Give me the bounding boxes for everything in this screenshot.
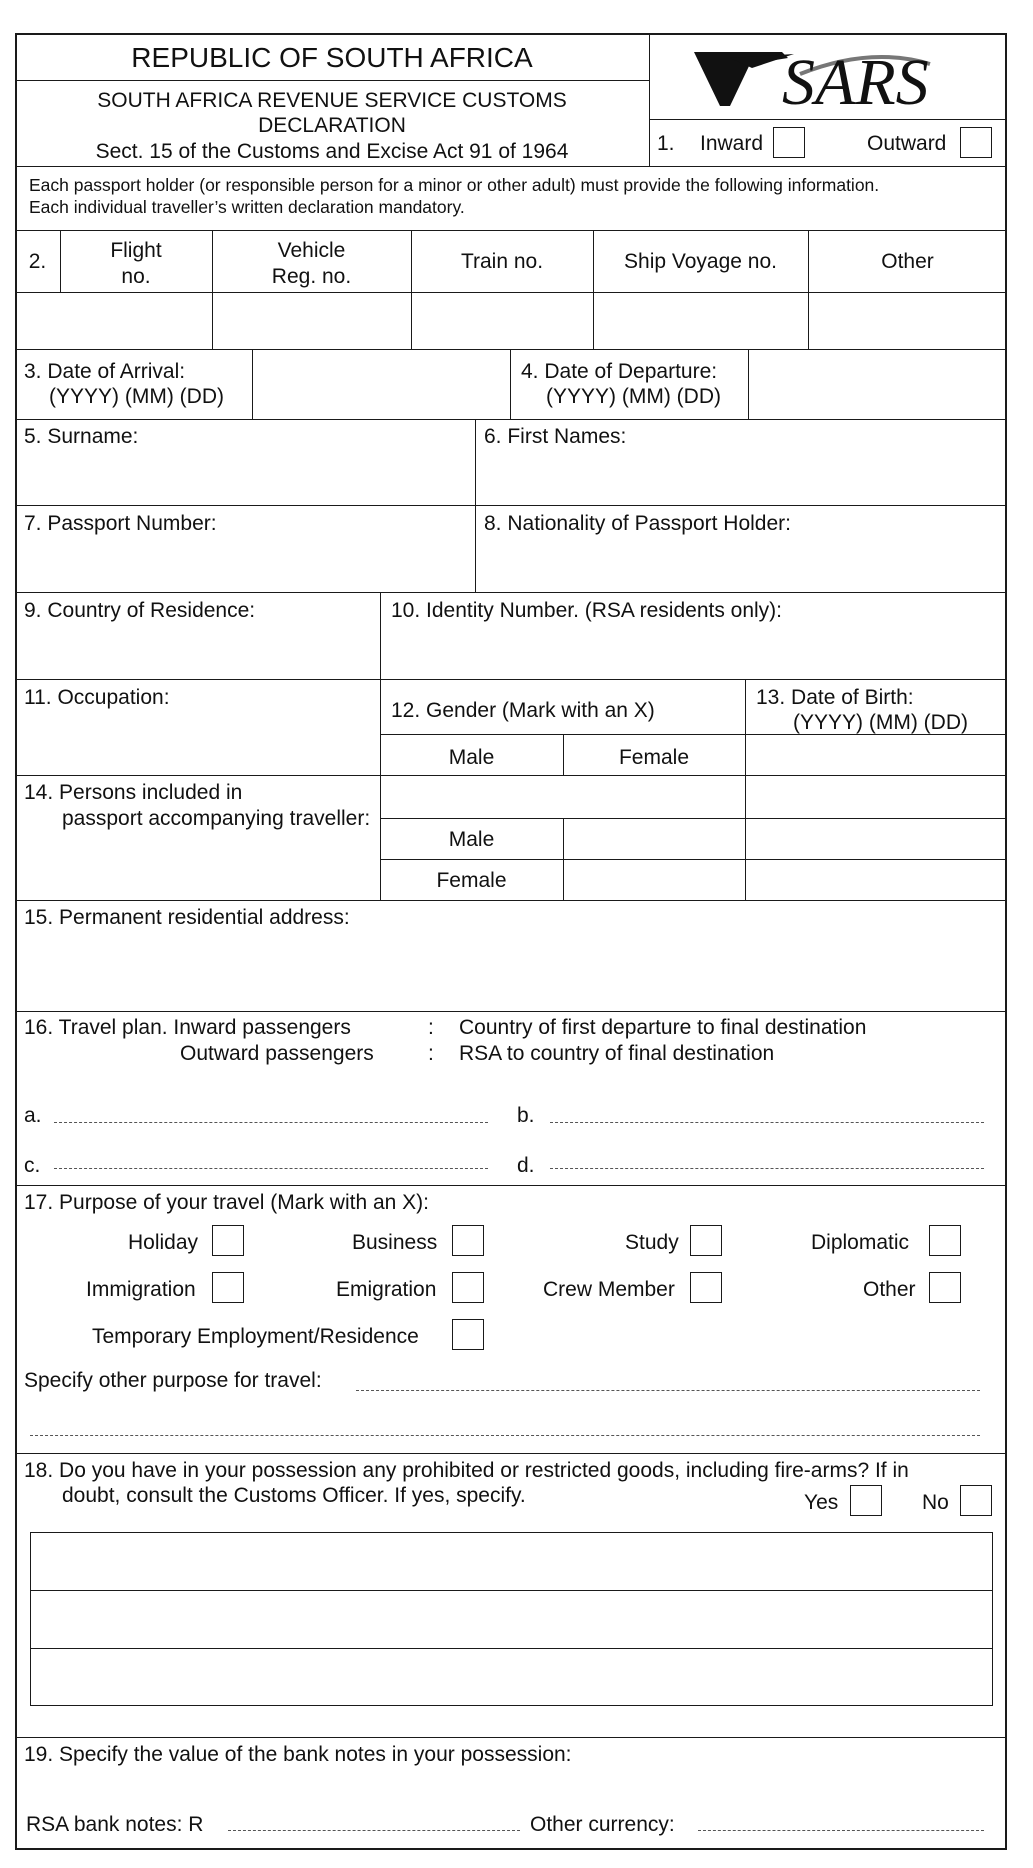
q3-bottom-rule [15,419,1007,420]
identity-number-label: 10. Identity Number. (RSA residents only): [391,599,783,622]
departure-date-label: 4. Date of Departure: [521,360,718,383]
rsa-bank-notes-line[interactable] [228,1830,520,1831]
purpose-diplomatic-label: Diplomatic [811,1231,910,1254]
flight-header-l1: Flight [110,239,162,262]
arrival-date-format: (YYYY) (MM) (DD) [49,385,224,408]
prohibited-goods-question-l2: doubt, consult the Customs Officer. If yes, specify. [62,1484,526,1507]
dob-label: 13. Date of Birth: [756,686,914,709]
travel-plan-c-line[interactable] [54,1168,488,1169]
q17-bottom-rule [15,1453,1007,1454]
q2-col4 [593,230,594,349]
purpose-business-checkbox[interactable] [452,1225,484,1256]
persons-female-label: Female [436,869,507,892]
first-names-label: 6. First Names: [484,425,627,448]
gender-label: 12. Gender (Mark with an X) [391,699,655,722]
q14-bottom-rule [15,900,1007,901]
travel-plan-a-line[interactable] [54,1122,488,1123]
purpose-study-checkbox[interactable] [690,1225,722,1256]
occupation-field[interactable] [17,713,378,773]
intro-line2: Each individual traveller’s written declaration mandatory. [29,197,465,217]
q9-bottom-rule [15,679,1007,680]
flight-header-l2: no. [121,265,151,288]
gender-mark-field[interactable] [382,777,744,817]
purpose-temporary-label: Temporary Employment/Residence [92,1325,419,1348]
purpose-holiday-checkbox[interactable] [212,1225,244,1256]
q2-col5 [808,230,809,349]
q5-bottom-rule [15,505,1007,506]
header-logo-rule [649,119,1007,120]
vehicle-header-l2: Reg. no. [271,265,352,288]
purpose-other-checkbox[interactable] [929,1272,961,1303]
inward-label: Inward [700,132,764,155]
purpose-holiday-label: Holiday [128,1231,199,1254]
prohibited-no-checkbox[interactable] [960,1485,992,1516]
header-divider [649,33,650,166]
prohibited-yes-checkbox[interactable] [850,1485,882,1516]
purpose-crew-label: Crew Member [543,1278,675,1301]
rsa-bank-notes-label: RSA bank notes: R [26,1813,204,1836]
purpose-crew-checkbox[interactable] [690,1272,722,1303]
other-transport-field[interactable] [810,294,1006,348]
purpose-temporary-checkbox[interactable] [452,1319,484,1350]
purpose-business-label: Business [352,1231,438,1254]
q2-number: 2. [28,250,47,273]
purpose-study-label: Study [625,1231,679,1254]
surname-label: 5. Surname: [24,425,139,448]
dob-extra-field[interactable] [747,777,1005,817]
travel-plan-c-label: c. [24,1154,41,1177]
other-currency-line[interactable] [698,1830,984,1831]
header-bottom-rule [15,166,1007,167]
form-subtitle-line2: DECLARATION [258,114,406,137]
travel-plan-b-line[interactable] [550,1122,984,1123]
ship-header: Ship Voyage no. [624,250,777,273]
train-no-field[interactable] [413,294,592,348]
address-label: 15. Permanent residential address: [24,906,350,929]
departure-date-field[interactable] [750,351,1006,418]
q15-bottom-rule [15,1011,1007,1012]
arrival-date-field[interactable] [254,351,509,418]
passport-number-field[interactable] [17,539,473,591]
persons-male-extra-field[interactable] [747,820,1005,858]
purpose-immigration-label: Immigration [86,1278,196,1301]
q7-bottom-rule [15,592,1007,593]
nationality-label: 8. Nationality of Passport Holder: [484,512,791,535]
q14-divider [563,818,564,900]
vehicle-reg-field[interactable] [214,294,410,348]
arrival-date-label: 3. Date of Arrival: [24,360,186,383]
occupation-label: 11. Occupation: [24,686,170,709]
purpose-diplomatic-checkbox[interactable] [929,1225,961,1256]
q18-bottom-rule [15,1737,1007,1738]
travel-plan-outward-desc: RSA to country of final destination [459,1042,775,1065]
travel-plan-a-label: a. [24,1104,42,1127]
persons-female-count-field[interactable] [565,861,744,899]
surname-field[interactable] [17,452,473,504]
purpose-label: 17. Purpose of your travel (Mark with an X): [24,1191,429,1214]
q13-divider [745,679,746,900]
q14-row1-rule [380,818,1007,819]
bank-notes-label: 19. Specify the value of the bank notes in your possession: [24,1743,572,1766]
travel-plan-inward-desc: Country of first departure to final destination [459,1016,867,1039]
purpose-other-label: Other [863,1278,916,1301]
purpose-emigration-checkbox[interactable] [452,1272,484,1303]
travel-plan-b-label: b. [517,1104,535,1127]
specify-purpose-label: Specify other purpose for travel: [24,1369,322,1392]
prohibited-details-row3[interactable] [32,1650,991,1705]
form-subtitle-line1: SOUTH AFRICA REVENUE SERVICE CUSTOMS [97,89,567,112]
vehicle-header-l1: Vehicle [277,239,346,262]
prohibited-details-row1[interactable] [32,1534,991,1589]
travel-plan-d-line[interactable] [550,1168,984,1169]
header-rule [15,80,649,81]
nationality-field[interactable] [477,539,1005,591]
address-field[interactable] [17,933,1005,1009]
gender-female-label: Female [618,746,690,769]
country-of-residence-label: 9. Country of Residence: [24,599,256,622]
outward-label: Outward [867,132,947,155]
sars-logo [690,44,970,112]
persons-female-extra-field[interactable] [747,861,1005,899]
travel-plan-d-label: d. [517,1154,535,1177]
ship-voyage-field[interactable] [595,294,807,348]
other-currency-label: Other currency: [530,1813,675,1836]
travel-plan-colon-1: : [428,1016,434,1039]
prohibited-yes-label: Yes [804,1491,839,1514]
country-of-residence-field[interactable] [17,626,378,678]
prohibited-details-row2[interactable] [32,1592,991,1647]
q4-divider-b [748,349,749,419]
dob-format-rule [745,734,1007,735]
prohibited-details-rule1 [30,1590,993,1591]
q2-col3 [411,230,412,349]
travel-plan-colon-2: : [428,1042,434,1065]
q4-divider-a [510,349,511,419]
specify-purpose-line1[interactable] [356,1390,980,1391]
travel-plan-inward-label: 16. Travel plan. Inward passengers [24,1016,351,1039]
intro-line1: Each passport holder (or responsible person for a minor or other adult) must provide the following information. [29,175,880,195]
first-names-field[interactable] [477,452,1005,504]
inward-checkbox[interactable] [773,127,805,158]
q1-number: 1. [657,132,675,155]
q14-row2-rule [380,859,1007,860]
flight-no-field[interactable] [17,294,211,348]
train-header: Train no. [460,250,544,273]
identity-number-field[interactable] [382,626,1005,678]
q3-divider [252,349,253,419]
svg-text:SARS: SARS [782,46,929,112]
persons-included-label-l1: 14. Persons included in [24,781,243,804]
q16-bottom-rule [15,1185,1007,1186]
purpose-immigration-checkbox[interactable] [212,1272,244,1303]
persons-male-label: Male [448,828,495,851]
gender-male-label: Male [448,746,495,769]
persons-included-label-l2: passport accompanying traveller: [62,807,371,830]
q12-bottom-rule [380,775,1007,776]
persons-male-count-field[interactable] [565,820,744,858]
intro-bottom-rule [15,230,1007,231]
sars-logo-icon [690,44,970,112]
specify-purpose-line2[interactable] [30,1435,980,1436]
other-transport-header: Other [881,250,934,273]
departure-date-format: (YYYY) (MM) (DD) [546,385,721,408]
dob-format: (YYYY) (MM) (DD) [793,711,968,734]
passport-number-label: 7. Passport Number: [24,512,217,535]
purpose-emigration-label: Emigration [336,1278,437,1301]
prohibited-goods-question-l1: 18. Do you have in your possession any prohibited or restricted goods, including fire-arms? If in [24,1459,909,1482]
prohibited-details-rule2 [30,1648,993,1649]
form-act-reference: Sect. 15 of the Customs and Excise Act 91 of 1964 [95,140,569,163]
form-title: REPUBLIC OF SOUTH AFRICA [131,42,533,73]
q2-header-rule [15,292,1007,293]
travel-plan-outward-label: Outward passengers [180,1042,374,1065]
q11-bottom-rule [15,775,380,776]
dob-field[interactable] [747,736,1005,774]
q2-bottom-rule [15,349,1007,350]
outward-checkbox[interactable] [960,127,992,158]
prohibited-no-label: No [922,1491,949,1514]
